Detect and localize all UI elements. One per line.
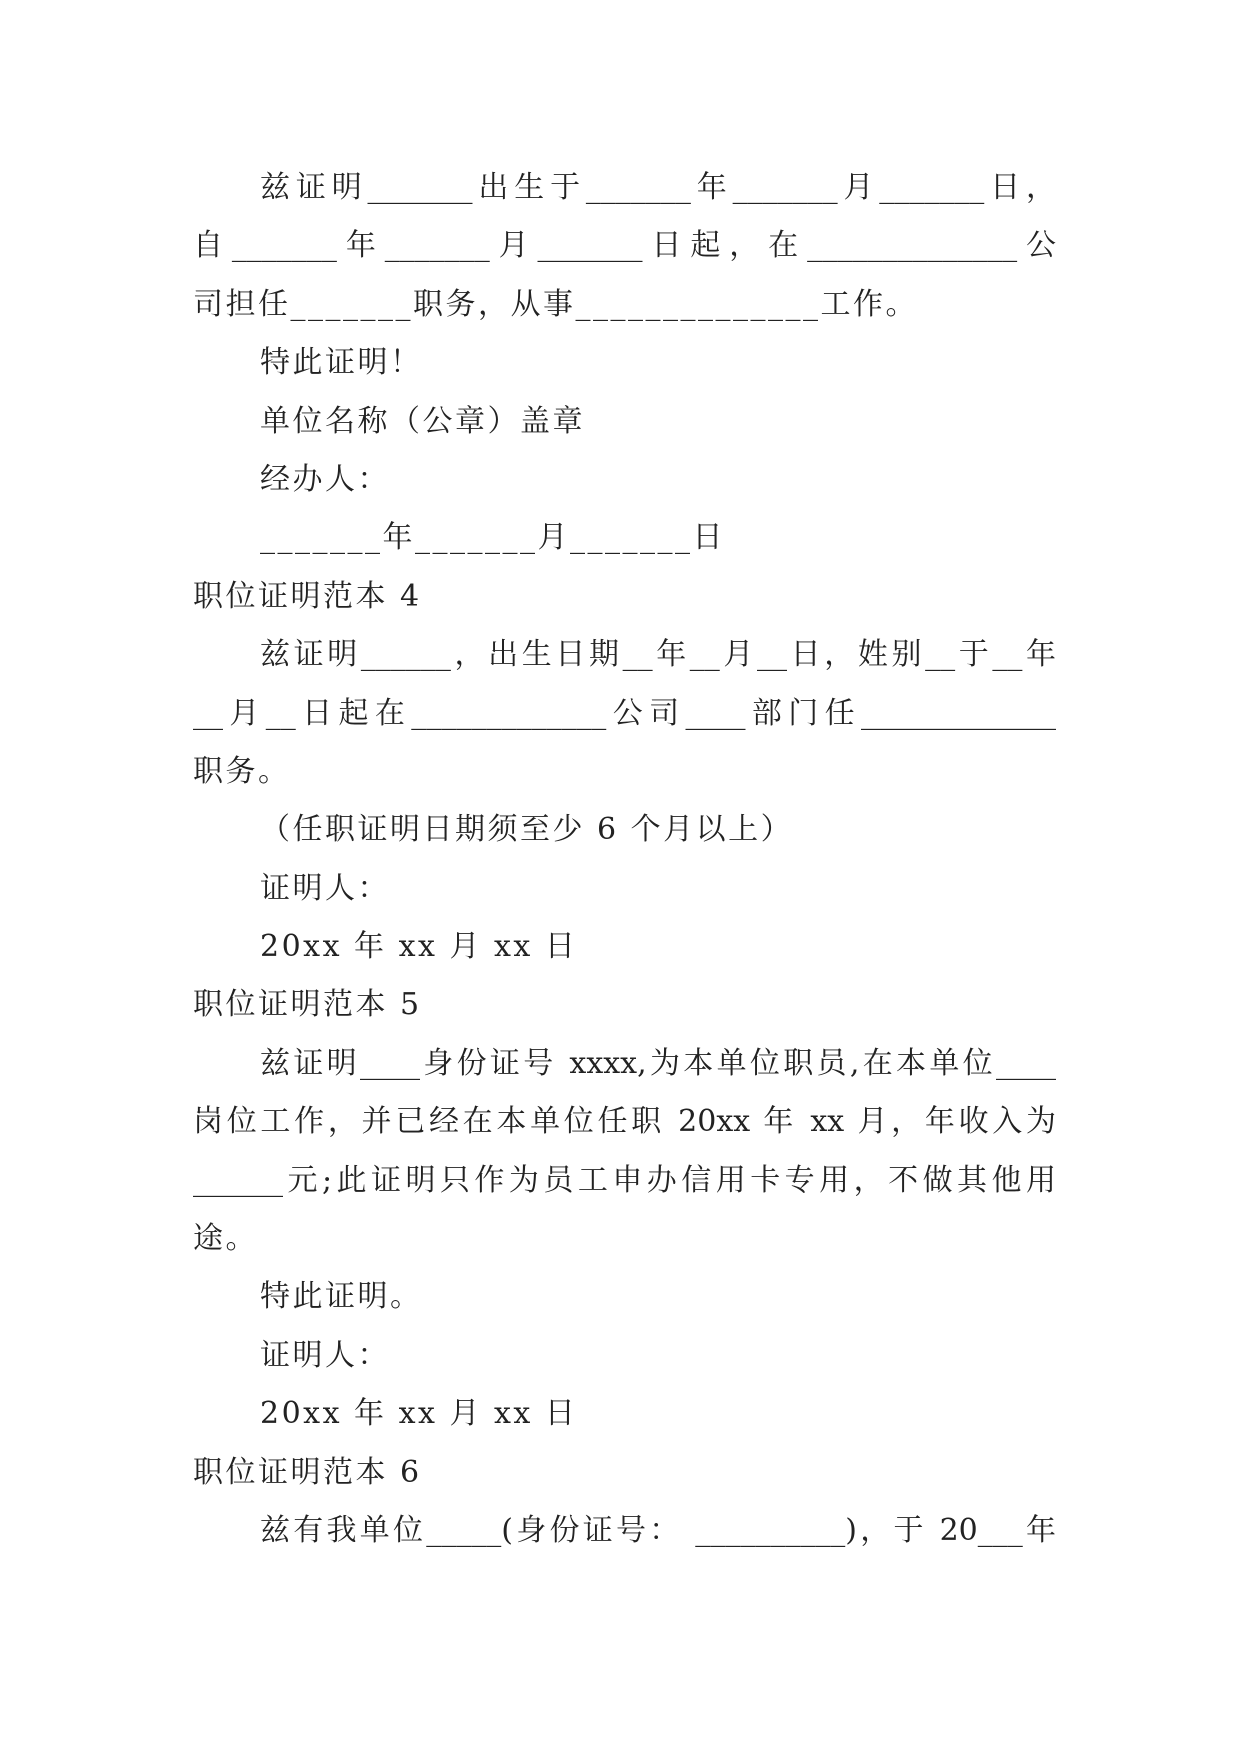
certificate-body-line: 途。 <box>193 1221 258 1257</box>
certificate-body-line: 职务。 <box>193 753 291 789</box>
certificate-body-line: __月__日起在_____________公司____部门任_____________ <box>193 695 1056 731</box>
certificate-body-line: 岗位工作，并已经在本单位任职 20xx 年 xx 月，年收入为 <box>193 1104 1056 1140</box>
date-line: _______年_______月_______日 <box>260 520 725 556</box>
handler-label: 经办人： <box>260 461 390 497</box>
date-line: 20xx 年 xx 月 xx 日 <box>260 1396 578 1432</box>
section-heading: 职位证明范本 5 <box>193 987 422 1023</box>
certifier-label: 证明人： <box>260 870 390 906</box>
certificate-body-line: 自_______年_______月_______日起，在______________公 <box>193 228 1056 264</box>
section-heading: 职位证明范本 4 <box>193 578 422 614</box>
closing-statement: 特此证明！ <box>260 345 423 381</box>
certificate-body-line: 司担任_______职务，从事______________工作。 <box>193 286 918 322</box>
date-line: 20xx 年 xx 月 xx 日 <box>260 929 578 965</box>
unit-seal-line: 单位名称（公章）盖章 <box>260 403 585 439</box>
note-line: （任职证明日期须至少 6 个月以上） <box>260 812 794 848</box>
certificate-body-line: 兹证明_______出生于_______年_______月_______日， <box>260 170 1056 205</box>
section-heading: 职位证明范本 6 <box>193 1454 422 1490</box>
certificate-body-line: 兹证明____身份证号 xxxx,为本单位职员,在本单位____ <box>260 1045 1056 1081</box>
certificate-body-line: 兹有我单位_____(身份证号： __________)，于 20___年 <box>260 1512 1056 1548</box>
closing-statement: 特此证明。 <box>260 1279 423 1315</box>
certificate-body-line: ______元;此证明只作为员工申办信用卡专用，不做其他用 <box>193 1162 1056 1198</box>
certificate-body-line: 兹证明______，出生日期__年__月__日，姓别__于__年 <box>260 637 1056 673</box>
certifier-label: 证明人： <box>260 1337 390 1373</box>
document-text-block <box>193 159 1056 1560</box>
